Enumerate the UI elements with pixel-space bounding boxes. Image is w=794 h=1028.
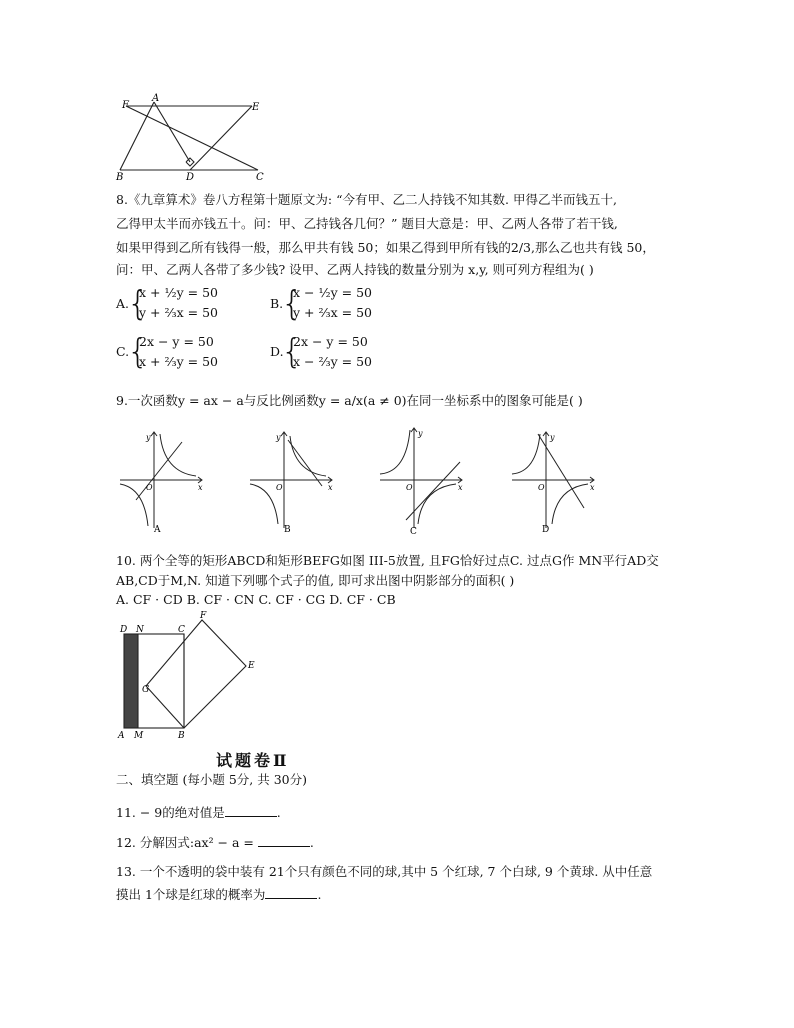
section-heading: 二、填空题 (每小题 5分, 共 30分) bbox=[116, 772, 307, 787]
label-E: E bbox=[252, 102, 260, 113]
q11: 11. − 9的绝对值是 . bbox=[116, 805, 281, 820]
graph-label: A bbox=[154, 525, 161, 535]
svg-text:M: M bbox=[134, 731, 144, 741]
svg-text:y: y bbox=[418, 429, 423, 438]
svg-text:x: x bbox=[590, 483, 595, 492]
svg-text:D: D bbox=[120, 625, 128, 635]
svg-text:B: B bbox=[178, 731, 185, 741]
svg-text:y: y bbox=[276, 433, 281, 442]
graph-b[interactable] bbox=[246, 428, 338, 536]
svg-text:G: G bbox=[142, 685, 150, 695]
rectangles-figure bbox=[112, 610, 262, 742]
triangle-figure bbox=[112, 92, 272, 182]
svg-text:A: A bbox=[118, 731, 125, 741]
svg-text:y: y bbox=[550, 433, 555, 442]
axis-y: y bbox=[146, 433, 151, 442]
svg-text:B: B bbox=[284, 525, 291, 535]
q8-line1: 8.《九章算术》卷八方程第十题原文为: “今有甲、乙二人持钱不知其数. 甲得乙半而钱五十, bbox=[116, 192, 617, 207]
q13-line2: 摸出 1个球是红球的概率为 . bbox=[116, 887, 322, 902]
svg-text:C: C bbox=[410, 527, 417, 536]
label-C: C bbox=[256, 172, 264, 182]
svg-text:x: x bbox=[458, 483, 463, 492]
q13-line1: 13. 一个不透明的袋中装有 21个只有颜色不同的球,其中 5 个红球, 7 个白球, 9 个黄球. 从中任意 bbox=[116, 864, 653, 879]
graph-c[interactable] bbox=[376, 424, 468, 536]
q10-line2: AB,CD于M,N. 知道下列哪个式子的值, 即可求出图中阴影部分的面积( ) bbox=[116, 573, 515, 588]
svg-text:E: E bbox=[248, 661, 255, 671]
section-title: 试题卷Ⅱ bbox=[216, 751, 290, 770]
graph-a[interactable] bbox=[116, 428, 208, 536]
svg-text:F: F bbox=[200, 611, 207, 621]
svg-text:N: N bbox=[136, 625, 144, 635]
graph-d[interactable] bbox=[508, 428, 600, 536]
answer-blank[interactable] bbox=[265, 886, 317, 899]
label-B: B bbox=[116, 172, 124, 182]
answer-blank[interactable] bbox=[225, 804, 277, 817]
svg-text:x: x bbox=[328, 483, 333, 492]
q12: 12. 分解因式:ax² − a = . bbox=[116, 835, 314, 850]
q8-line3: 如果甲得到乙所有钱得一般，那么甲共有钱 50；如果乙得到甲所有钱的2/3,那么乙也共有钱 50， bbox=[116, 240, 655, 255]
q9-text: 9.一次函数y = ax − a与反比例函数y = a/x(a ≠ 0)在同一坐标系中的图象可能是( ) bbox=[116, 393, 583, 408]
axis-x: x bbox=[198, 483, 203, 492]
svg-text:O: O bbox=[538, 483, 545, 492]
label-F: F bbox=[122, 100, 129, 111]
q8-line4: 问：甲、乙两人各带了多少钱? 设甲、乙两人持钱的数量分别为 x,y, 则可列方程组为( ) bbox=[116, 262, 594, 277]
svg-text:O: O bbox=[406, 483, 413, 492]
label-A: A bbox=[152, 93, 160, 104]
q10-options[interactable]: A. CF · CD B. CF · CN C. CF · CG D. CF · CB bbox=[116, 592, 396, 607]
answer-blank[interactable] bbox=[258, 834, 310, 847]
q8-line2: 乙得甲太半而亦钱五十。问：甲、乙持钱各几何？” 题目大意是：甲、乙两人各带了若干钱, bbox=[116, 216, 618, 231]
svg-text:O: O bbox=[276, 483, 283, 492]
svg-text:D: D bbox=[542, 525, 550, 535]
origin: O bbox=[146, 483, 153, 492]
q10-line1: 10. 两个全等的矩形ABCD和矩形BEFG如图 III-5放置, 且FG恰好过点C. 过点G作 MN平行AD交 bbox=[116, 553, 659, 568]
label-D: D bbox=[186, 172, 195, 182]
svg-text:C: C bbox=[178, 625, 185, 635]
